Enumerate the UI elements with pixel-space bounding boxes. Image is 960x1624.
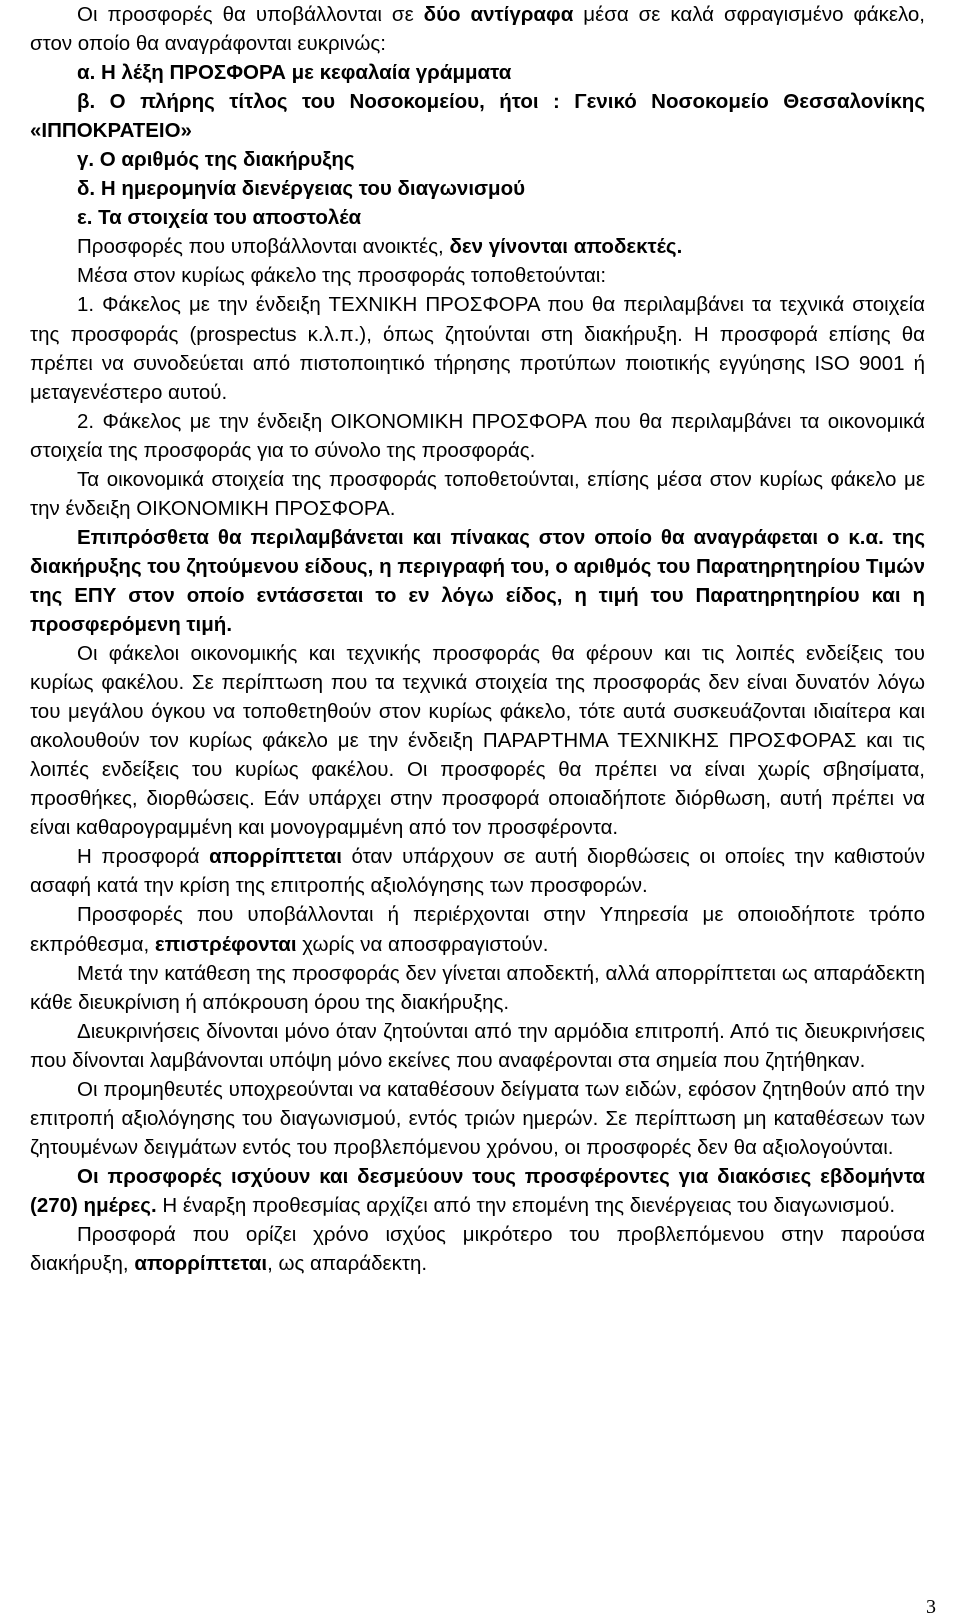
paragraph-financial-offer	[30, 407, 925, 465]
paragraph-technical-offer	[30, 290, 925, 406]
text-run: 1. Φάκελος με την ένδειξη ΤΕΧΝΙΚΗ ΠΡΟΣΦΟΡΑ που θα περιλαμβάνει τα τεχνικά στοιχεία της προσφοράς (prospectus κ.λ.π.), όπως ζητούνται στη διακήρυξη. Η προσφορά επίσης θα πρέπει να συνοδεύεται από πιστοποιητικό τήρησης προτύπων ποιοτικής εγγύησης ISO 9001 ή μεταγενέστερο αυτού.	[30, 293, 925, 404]
paragraph-open-offers	[30, 232, 925, 261]
paragraph-samples	[30, 1075, 925, 1162]
paragraph-main-envelope	[30, 261, 925, 290]
paragraph-after-submission	[30, 959, 925, 1017]
bold-text: δ. Η ημερομηνία διενέργειας του διαγωνισμού	[77, 177, 526, 201]
bold-text: επιστρέφονται	[154, 932, 297, 956]
paragraph-price-table	[30, 523, 925, 639]
bold-text: β. Ο πλήρης τίτλος του Νοσοκομείου, ήτοι : Γενικό Νοσοκομείο Θεσσαλονίκης «ΙΠΠΟΚΡΑΤΕΙΟ»	[30, 90, 925, 143]
list-item-gamma	[30, 145, 925, 174]
list-item-beta	[30, 87, 925, 145]
list-item-alpha	[30, 58, 925, 87]
text-run: Προσφορές που υποβάλλονται ή περιέρχονται στην Υπηρεσία με οποιοδήποτε τρόπο εκπρόθεσμα,	[30, 903, 925, 956]
text-run: χωρίς να αποσφραγιστούν.	[296, 932, 549, 956]
text-run: , ως απαράδεκτη.	[267, 1252, 428, 1276]
paragraph-validity	[30, 1162, 925, 1220]
bold-text: Οι προσφορές ισχύουν και δεσμεύουν τους προσφέροντες για διακόσιες εβδομήντα (270) ημέρες.	[30, 1164, 925, 1217]
text-run: Μετά την κατάθεση της προσφοράς δεν γίνεται αποδεκτή, αλλά απορρίπτεται ως απαράδεκτη κάθε διευκρίνιση ή απόκρουση όρου της διακήρυξης.	[30, 961, 925, 1014]
text-run: Διευκρινήσεις δίνονται μόνο όταν ζητούνται από την αρμόδια επιτροπή. Από τις διευκρινήσεις που δίνονται λαμβάνονται υπόψη μόνο εκείνες που αναφέρονται στα σημεία που ζητήθηκαν.	[30, 1019, 925, 1072]
bold-text: απορρίπτεται	[209, 845, 342, 869]
bold-text: Επιπρόσθετα θα περιλαμβάνεται και πίνακας στον οποίο θα αναγράφεται ο κ.α. της διακήρυξης του ζητούμενου είδους, η περιγραφή του, ο αριθμός του Παρατηρητηρίου Τιμών της ΕΠΥ στον οποίο εντάσσεται το εν λόγω είδος, η τιμή του Παρατηρητηρίου και η προσφερόμενη τιμή.	[30, 525, 925, 636]
paragraph-clarifications	[30, 1017, 925, 1075]
bold-text: α. Η λέξη ΠΡΟΣΦΟΡΑ με κεφαλαία γράμματα	[77, 61, 512, 85]
paragraph-envelope-intro	[30, 0, 925, 58]
bold-text: γ. Ο αριθμός της διακήρυξης	[77, 148, 355, 172]
text-run: Η έναρξη προθεσμίας αρχίζει από την επομένη της διενέργειας του διαγωνισμού.	[156, 1193, 896, 1217]
list-item-epsilon	[30, 203, 925, 232]
paragraph-rejection-corrections	[30, 842, 925, 900]
list-item-delta	[30, 174, 925, 203]
text-run: Προσφορά που ορίζει χρόνο ισχύος μικρότερο του προβλεπόμενου στην παρούσα διακήρυξη,	[30, 1222, 925, 1276]
page-number: 3	[926, 1596, 936, 1618]
text-run: Μέσα στον κυρίως φάκελο της προσφοράς τοποθετούνται:	[77, 264, 607, 288]
bold-text: απορρίπτεται	[134, 1252, 268, 1276]
text-run: Τα οικονομικά στοιχεία της προσφοράς τοποθετούνται, επίσης μέσα στον κυρίως φάκελο με την ένδειξη ΟΙΚΟΝΟΜΙΚΗ ΠΡΟΣΦΟΡΑ.	[30, 467, 925, 520]
text-run: 2. Φάκελος με την ένδειξη ΟΙΚΟΝΟΜΙΚΗ ΠΡΟΣΦΟΡΑ που θα περιλαμβάνει τα οικονομικά στοιχεία της προσφοράς για το σύνολο της προσφοράς.	[30, 409, 925, 462]
text-run: Οι προσφορές θα υποβάλλονται σε	[77, 3, 424, 26]
text-run: όταν υπάρχουν σε αυτή διορθώσεις οι οποίες την καθιστούν ασαφή κατά την κρίση της επιτροπής αξιολόγησης των προσφορών.	[30, 845, 925, 898]
paragraph-shorter-validity	[30, 1220, 925, 1278]
bold-text: δεν γίνονται αποδεκτές.	[449, 235, 683, 259]
text-run: μέσα σε καλά σφραγισμένο φάκελο, στον οποίο θα αναγράφονται ευκρινώς:	[30, 3, 926, 56]
paragraph-financial-data	[30, 465, 925, 523]
text-run: Οι προμηθευτές υποχρεούνται να καταθέσουν δείγματα των ειδών, εφόσον ζητηθούν από την επιτροπή αξιολόγησης του διαγωνισμού, εντός τριών ημερών. Σε περίπτωση μη καταθέσεων των ζητουμένων δειγμάτων εντός του προβλεπόμενου χρόνου, οι προσφορές δεν θα αξιολογούνται.	[30, 1077, 925, 1159]
bold-text: ε. Τα στοιχεία του αποστολέα	[77, 206, 362, 230]
text-run: Η προσφορά	[77, 845, 210, 869]
bold-text: δύο αντίγραφα	[423, 3, 574, 26]
document-body	[30, 0, 925, 1278]
paragraph-late-offers	[30, 900, 925, 958]
paragraph-envelope-markings	[30, 639, 925, 842]
text-run: Οι φάκελοι οικονομικής και τεχνικής προσφοράς θα φέρουν και τις λοιπές ενδείξεις του κυρίως φακέλου. Σε περίπτωση που τα τεχνικά στοιχεία της προσφοράς δεν είναι δυνατόν λόγω του μεγάλου όγκου να τοποθετηθούν στον κυρίως φάκελο, τότε αυτά συσκευάζονται ιδιαίτερα και ακολουθούν τον κυρίως φάκελο με την ένδειξη ΠΑΡΑΡΤΗΜΑ ΤΕΧΝΙΚΗΣ ΠΡΟΣΦΟΡΑΣ και τις λοιπές ενδείξεις του κυρίως φακέλου. Οι προσφορές θα πρέπει να είναι χωρίς σβησίματα, προσθήκες, διορθώσεις. Εάν υπάρχει στην προσφορά οποιαδήποτε διόρθωση, αυτή πρέπει να είναι καθαρογραμμένη και μονογραμμένη από τον προσφέροντα.	[30, 642, 925, 840]
text-run: Προσφορές που υποβάλλονται ανοικτές,	[77, 235, 450, 259]
